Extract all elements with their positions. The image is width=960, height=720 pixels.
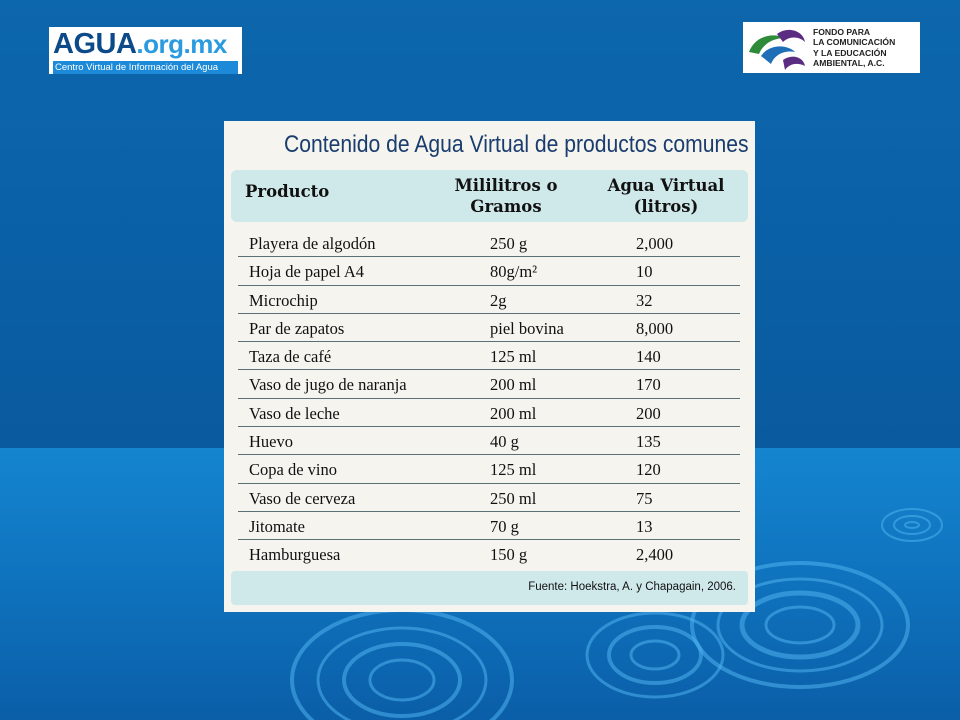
table-row [238,399,740,427]
fondo-comunicacion-logo[interactable] [743,22,920,73]
table-row [238,229,740,257]
cell-product: Vaso de leche [249,403,340,423]
table-row [238,286,740,314]
cell-amount: 125 ml [490,460,537,480]
header-virtual-water [591,175,741,217]
cell-amount: 200 ml [490,375,537,395]
table-row [238,484,740,512]
table-row [238,257,740,285]
header-virtual-line2: (litros) [633,197,699,216]
fondo-text [813,27,895,68]
cell-liters: 2,400 [636,545,674,565]
cell-amount: 125 ml [490,347,537,367]
cell-amount: 150 g [490,545,528,565]
header-virtual-line1: Agua Virtual [607,176,725,195]
cell-product: Taza de café [249,347,332,367]
cell-liters: 8,000 [636,318,674,338]
cell-liters: 140 [636,347,661,367]
fondo-line: Y LA EDUCACIÓN [813,47,887,58]
cell-liters: 2,000 [636,234,674,253]
table-row [238,540,740,568]
table-title: Contenido de Agua Virtual de productos comunes [284,131,749,158]
table-header [231,170,748,222]
header-product: Producto [245,182,330,201]
fondo-line: AMBIENTAL, A.C. [813,57,885,68]
cell-amount: 250 g [490,234,528,253]
cell-product: Playera de algodón [249,234,376,253]
cell-product: Copa de vino [249,460,337,480]
header-amount-line1: Mililitros o [454,176,558,195]
agua-org-mx-logo[interactable] [49,27,242,74]
source-text: Fuente: Hoekstra, A. y Chapagain, 2006. [528,581,736,593]
fondo-emblem-icon [743,22,811,73]
cell-product: Huevo [249,432,293,452]
cell-amount: 2g [490,290,507,310]
cell-liters: 75 [636,488,653,508]
cell-product: Jitomate [249,516,305,536]
source-footer [231,571,748,605]
cell-amount: 70 g [490,516,519,536]
cell-amount: 80g/m² [490,262,538,282]
cell-amount: 200 ml [490,403,537,423]
fondo-line: LA COMUNICACIÓN [813,37,896,48]
cell-liters: 10 [636,262,653,282]
virtual-water-table-card [224,121,755,612]
cell-liters: 32 [636,290,653,310]
table-row [238,512,740,540]
cell-product: Par de zapatos [249,318,345,338]
cell-product: Microchip [249,290,318,310]
header-amount-line2: Gramos [470,197,542,216]
table-body [238,229,740,569]
header-amount [441,175,571,217]
cell-liters: 13 [636,516,653,536]
table-row [238,314,740,342]
cell-product: Hoja de papel A4 [249,262,365,282]
fondo-line: FONDO PARA [813,26,871,37]
brand-tagline: Centro Virtual de Información del Agua [53,61,238,74]
table-row [238,455,740,483]
cell-product: Hamburguesa [249,545,341,565]
table-row [238,342,740,370]
brand-suffix: .org.mx [136,29,227,59]
cell-product: Vaso de cerveza [249,488,356,508]
cell-amount: 40 g [490,432,519,452]
table-row [238,427,740,455]
cell-amount: piel bovina [490,318,564,338]
cell-amount: 250 ml [490,488,537,508]
cell-liters: 135 [636,432,661,452]
cell-liters: 200 [636,403,661,423]
cell-liters: 170 [636,375,661,395]
table-row [238,370,740,398]
brand-main: AGUA [53,28,137,60]
cell-liters: 120 [636,460,661,480]
cell-product: Vaso de jugo de naranja [249,375,407,395]
agua-brand [53,29,238,59]
